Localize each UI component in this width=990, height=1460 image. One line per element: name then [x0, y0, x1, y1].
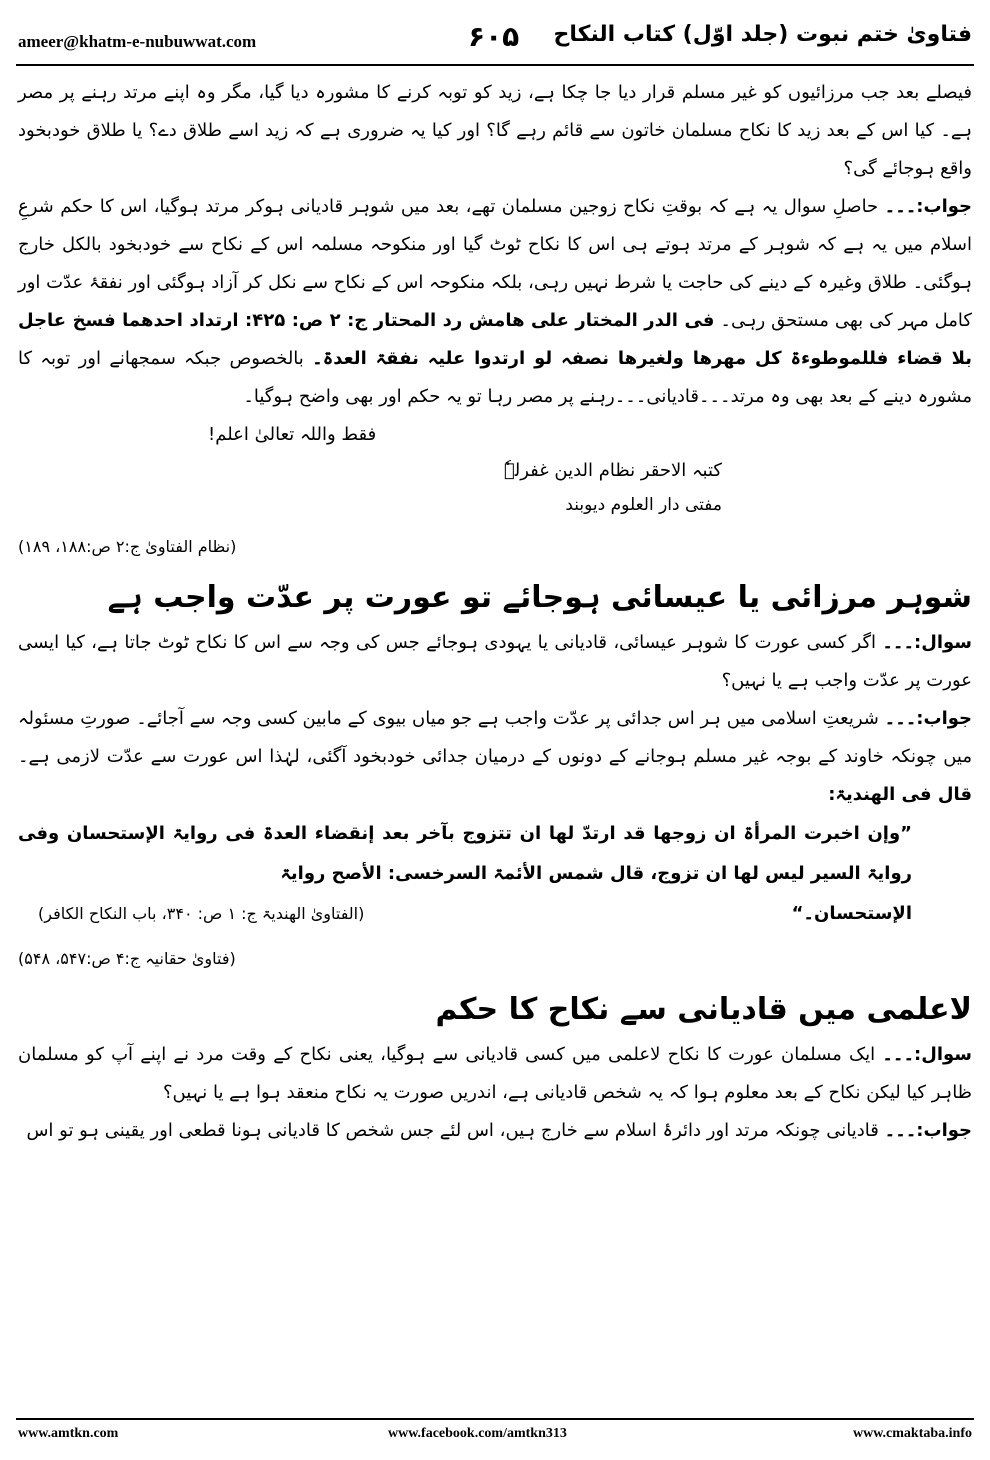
- answer-text: حاصلِ سوال یہ ہے کہ بوقتِ نکاح زوجین مسلمان تھے، بعد میں شوہر قادیانی ہوکر مرتد ہوگیا، اس کا حکم شرعِ اسلام میں یہ ہے کہ شوہر کے مرتد ہوتے ہی اس کا نکاح ٹوٹ گیا اور منکوحہ مسلمہ اس کے نکاح سے خودبخود بالکل خارج ہوگئی۔ طلاق وغیرہ کے دینے کی حاجت یا شرط نہیں رہی، بلکہ منکوحہ اس کے نکاح سے نکل کر آزاد ہوگئی اور نفقۂ عدّت اور کامل مہر کی بھی مستحق رہی۔: [18, 196, 972, 331]
- footer-link-facebook[interactable]: www.facebook.com/amtkn313: [388, 1426, 567, 1441]
- signature-title: مفتی دار العلوم دیوبند: [565, 495, 722, 515]
- book-title: فتاویٰ ختم نبوت (جلد اوّل) کتاب النکاح: [553, 22, 972, 47]
- question-text: ایک مسلمان عورت کا نکاح لاعلمی میں کسی قادیانی سے ہوگیا، یعنی نکاح کے وقت مرد نے اپنے آپ کو مسلمان ظاہر کیا لیکن نکاح کے بعد معلوم ہوا کہ یہ شخص قادیانی ہے، اندریں صورت یہ نکاح منعقد ہوا ہے یا نہیں؟: [18, 1044, 972, 1103]
- page-content: [18, 74, 972, 1150]
- arabic-citation: فی الدر المختار علی ھامش رد المحتار ج: ۲ ص: ۴۲۵: ارتداد احدھما فسخ عاجل بلا قضاء فللموطوءۃ کل مھرھا ولغیرھا نصفہ لو ارتدوا علیہ نفقۃ العدۃ۔: [18, 310, 972, 369]
- signature-name: کتبہ الاحقر نظام الدین غفرلہٗ: [503, 460, 722, 481]
- question-label: سوال:۔۔۔: [882, 1044, 972, 1065]
- reference: (فتاویٰ حقانیہ ج:۴ ص:۵۴۷، ۵۴۸): [18, 949, 236, 968]
- quote-intro: قال فی الھندیۃ:: [828, 784, 972, 805]
- footer-divider: [16, 1418, 974, 1420]
- answer-label: جواب:۔۔۔: [884, 196, 972, 217]
- answer-paragraph: [18, 1112, 972, 1150]
- answer-paragraph: [18, 700, 972, 814]
- answer-label: جواب:۔۔۔: [884, 708, 972, 729]
- page-number: ۶۰۵: [468, 20, 520, 53]
- header-divider: [16, 64, 974, 66]
- question-text: اگر کسی عورت کا شوہر عیسائی، قادیانی یا یہودی ہوجائے جس کی وجہ سے اس کا نکاح ٹوٹ جاتا ہے، کیا ایسی عورت پر عدّت واجب ہے یا نہیں؟: [18, 632, 972, 691]
- footer-link-amtkn[interactable]: www.amtkn.com: [18, 1426, 119, 1441]
- page-footer: [18, 1426, 972, 1448]
- signature-block: [18, 454, 722, 522]
- reference: (نظام الفتاویٰ ج:۲ ص:۱۸۸، ۱۸۹): [18, 537, 237, 556]
- answer-text: قادیانی چونکہ مرتد اور دائرۂ اسلام سے خارج ہیں، اس لئے جس شخص کا قادیانی ہونا قطعی اور یقینی ہو تو اس: [26, 1120, 879, 1141]
- answer-paragraph: [18, 188, 972, 416]
- quote-last-line: [18, 894, 972, 934]
- quote-source: (الفتاویٰ الھندیۃ ج: ۱ ص: ۳۴۰، باب النکاح الکافر): [38, 904, 365, 923]
- question-label: سوال:۔۔۔: [882, 632, 972, 653]
- question-paragraph: [18, 1036, 972, 1112]
- section-heading: شوہر مرزائی یا عیسائی ہوجائے تو عورت پر عدّت واجب ہے: [107, 580, 972, 615]
- question-continuation: فیصلے بعد جب مرزائیوں کو غیر مسلم قرار دیا جا چکا ہے، زید کو توبہ کرنے کا مشورہ دیا گیا، مگر وہ اپنے مرتد رہنے پر مصر ہے۔ کیا اس کے بعد زید کا نکاح مسلمان خاتون سے قائم رہے گا؟ اور کیا یہ ضروری ہے کہ زید اسے طلاق دے؟ یا طلاق خودبخود واقع ہوجائے گی؟: [18, 82, 972, 179]
- question-paragraph: [18, 624, 972, 700]
- page-header: [18, 18, 972, 68]
- closing-line: [18, 416, 972, 454]
- arabic-quote: ”وإن اخبرت المرأۃ ان زوجھا قد ارتدّ لھا ان تتزوج بآخر بعد إنقضاء العدۃ فی روایۃ الإستحسان وفی روایۃ السیر لیس لھا ان تزوج، قال شمس الأئمۃ السرخسی: الأصح روایۃ: [18, 823, 912, 884]
- header-email[interactable]: ameer@khatm-e-nubuwwat.com: [18, 32, 257, 51]
- answer-text: شریعتِ اسلامی میں ہر اس جدائی پر عدّت واجب ہے جو میاں بیوی کے مابین کسی وجہ سے آجائے۔ صورتِ مسئولہ میں چونکہ خاوند کے بوجہ غیر مسلم ہوجانے کے دونوں کے درمیان جدائی خودبخود آگئی، لہٰذا اس عورت سے عدّت لازمی ہے۔: [18, 708, 972, 767]
- closing-formula: فقط واللہ تعالیٰ اعلم!: [208, 424, 377, 445]
- quote-end: الإستحسان۔“: [791, 903, 912, 924]
- section-heading: لاعلمی میں قادیانی سے نکاح کا حکم: [435, 992, 972, 1027]
- footer-link-cmaktaba[interactable]: www.cmaktaba.info: [852, 1426, 972, 1441]
- answer-text-continued: بالخصوص جبکہ سمجھانے اور توبہ کا مشورہ دینے کے بعد بھی وہ مرتد۔۔۔قادیانی۔۔۔رہنے پر مصر رہا تو یہ حکم اور بھی واضح ہوگیا۔: [18, 348, 972, 407]
- answer-label: جواب:۔۔۔: [884, 1120, 972, 1141]
